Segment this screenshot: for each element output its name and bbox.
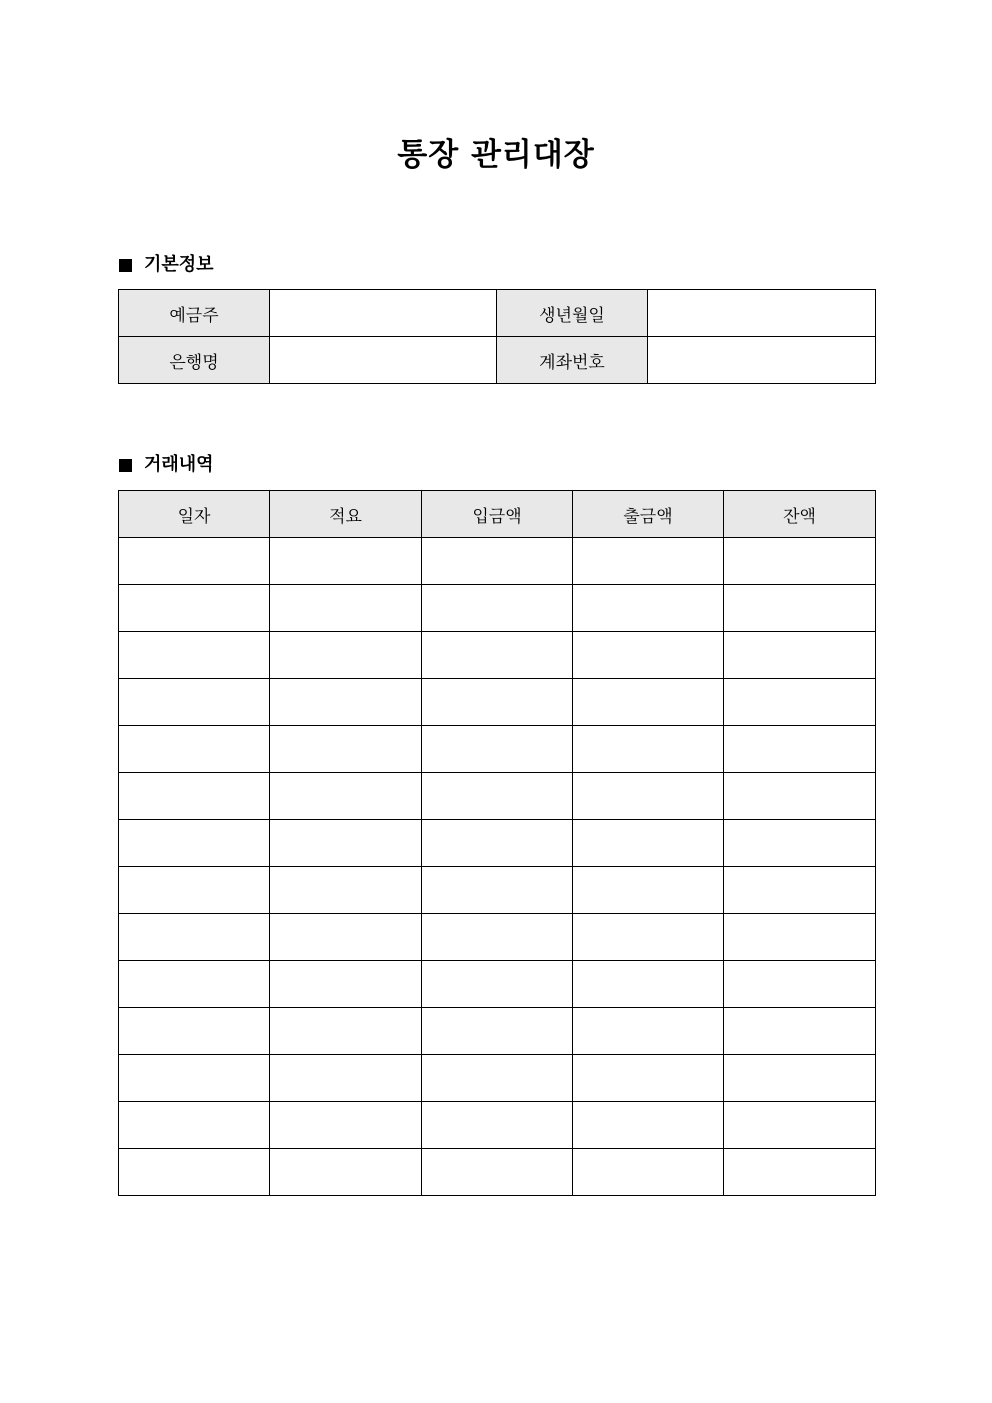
- table-row: [119, 679, 876, 726]
- withdrawal-cell[interactable]: [573, 538, 724, 585]
- date-cell[interactable]: [119, 1149, 270, 1196]
- date-cell[interactable]: [119, 961, 270, 1008]
- deposit-cell[interactable]: [422, 961, 573, 1008]
- balance-cell[interactable]: [724, 820, 876, 867]
- balance-cell[interactable]: [724, 1149, 876, 1196]
- date-cell[interactable]: [119, 1102, 270, 1149]
- deposit-cell[interactable]: [422, 726, 573, 773]
- description-cell[interactable]: [270, 914, 422, 961]
- balance-cell[interactable]: [724, 538, 876, 585]
- column-header-deposit: 입금액: [422, 491, 573, 538]
- deposit-cell[interactable]: [422, 773, 573, 820]
- table-row: [119, 773, 876, 820]
- depositor-label: 예금주: [119, 290, 270, 337]
- withdrawal-cell[interactable]: [573, 867, 724, 914]
- description-cell[interactable]: [270, 1102, 422, 1149]
- deposit-cell[interactable]: [422, 1102, 573, 1149]
- table-row: [119, 820, 876, 867]
- account-number-label: 계좌번호: [497, 337, 648, 384]
- balance-cell[interactable]: [724, 1102, 876, 1149]
- transactions-header-row: [119, 491, 876, 538]
- date-cell[interactable]: [119, 1055, 270, 1102]
- basic-info-row: [119, 337, 876, 384]
- column-header-date: 일자: [119, 491, 270, 538]
- table-row: [119, 867, 876, 914]
- withdrawal-cell[interactable]: [573, 585, 724, 632]
- basic-info-table: [118, 289, 876, 384]
- withdrawal-cell[interactable]: [573, 961, 724, 1008]
- date-cell[interactable]: [119, 820, 270, 867]
- description-cell[interactable]: [270, 538, 422, 585]
- deposit-cell[interactable]: [422, 1149, 573, 1196]
- table-row: [119, 726, 876, 773]
- balance-cell[interactable]: [724, 773, 876, 820]
- date-cell[interactable]: [119, 773, 270, 820]
- date-cell[interactable]: [119, 914, 270, 961]
- balance-cell[interactable]: [724, 961, 876, 1008]
- withdrawal-cell[interactable]: [573, 1008, 724, 1055]
- section-transactions-label: 거래내역: [144, 454, 214, 475]
- description-cell[interactable]: [270, 1008, 422, 1055]
- balance-cell[interactable]: [724, 632, 876, 679]
- table-row: [119, 538, 876, 585]
- description-cell[interactable]: [270, 679, 422, 726]
- withdrawal-cell[interactable]: [573, 1055, 724, 1102]
- section-transactions-heading: [119, 453, 214, 477]
- table-row: [119, 1008, 876, 1055]
- balance-cell[interactable]: [724, 867, 876, 914]
- date-cell[interactable]: [119, 726, 270, 773]
- deposit-cell[interactable]: [422, 914, 573, 961]
- table-row: [119, 961, 876, 1008]
- section-basic-info-heading: [119, 253, 214, 277]
- balance-cell[interactable]: [724, 1055, 876, 1102]
- square-bullet-icon: [119, 259, 132, 272]
- description-cell[interactable]: [270, 773, 422, 820]
- bank-name-label: 은행명: [119, 337, 270, 384]
- withdrawal-cell[interactable]: [573, 1149, 724, 1196]
- description-cell[interactable]: [270, 961, 422, 1008]
- table-row: [119, 1102, 876, 1149]
- balance-cell[interactable]: [724, 914, 876, 961]
- withdrawal-cell[interactable]: [573, 820, 724, 867]
- description-cell[interactable]: [270, 1055, 422, 1102]
- date-cell[interactable]: [119, 585, 270, 632]
- deposit-cell[interactable]: [422, 867, 573, 914]
- description-cell[interactable]: [270, 585, 422, 632]
- column-header-balance: 잔액: [724, 491, 876, 538]
- balance-cell[interactable]: [724, 726, 876, 773]
- deposit-cell[interactable]: [422, 820, 573, 867]
- description-cell[interactable]: [270, 867, 422, 914]
- page-title: 통장 관리대장: [397, 137, 595, 173]
- bank-name-field[interactable]: [270, 337, 497, 384]
- withdrawal-cell[interactable]: [573, 914, 724, 961]
- balance-cell[interactable]: [724, 679, 876, 726]
- withdrawal-cell[interactable]: [573, 679, 724, 726]
- balance-cell[interactable]: [724, 585, 876, 632]
- birthdate-label: 생년월일: [497, 290, 648, 337]
- description-cell[interactable]: [270, 632, 422, 679]
- transactions-body: [119, 538, 876, 1196]
- description-cell[interactable]: [270, 726, 422, 773]
- section-basic-info-label: 기본정보: [144, 254, 214, 275]
- withdrawal-cell[interactable]: [573, 773, 724, 820]
- birthdate-field[interactable]: [648, 290, 876, 337]
- table-row: [119, 585, 876, 632]
- deposit-cell[interactable]: [422, 679, 573, 726]
- deposit-cell[interactable]: [422, 632, 573, 679]
- table-row: [119, 1055, 876, 1102]
- table-row: [119, 914, 876, 961]
- column-header-withdrawal: 출금액: [573, 491, 724, 538]
- balance-cell[interactable]: [724, 1008, 876, 1055]
- withdrawal-cell[interactable]: [573, 632, 724, 679]
- deposit-cell[interactable]: [422, 1055, 573, 1102]
- withdrawal-cell[interactable]: [573, 1102, 724, 1149]
- column-header-description: 적요: [270, 491, 422, 538]
- depositor-field[interactable]: [270, 290, 497, 337]
- withdrawal-cell[interactable]: [573, 726, 724, 773]
- description-cell[interactable]: [270, 1149, 422, 1196]
- description-cell[interactable]: [270, 820, 422, 867]
- transactions-table: [118, 490, 876, 1196]
- table-row: [119, 1149, 876, 1196]
- date-cell[interactable]: [119, 867, 270, 914]
- basic-info-row: [119, 290, 876, 337]
- square-bullet-icon: [119, 459, 132, 472]
- account-number-field[interactable]: [648, 337, 876, 384]
- date-cell[interactable]: [119, 679, 270, 726]
- deposit-cell[interactable]: [422, 1008, 573, 1055]
- deposit-cell[interactable]: [422, 538, 573, 585]
- deposit-cell[interactable]: [422, 585, 573, 632]
- date-cell[interactable]: [119, 632, 270, 679]
- date-cell[interactable]: [119, 1008, 270, 1055]
- date-cell[interactable]: [119, 538, 270, 585]
- table-row: [119, 632, 876, 679]
